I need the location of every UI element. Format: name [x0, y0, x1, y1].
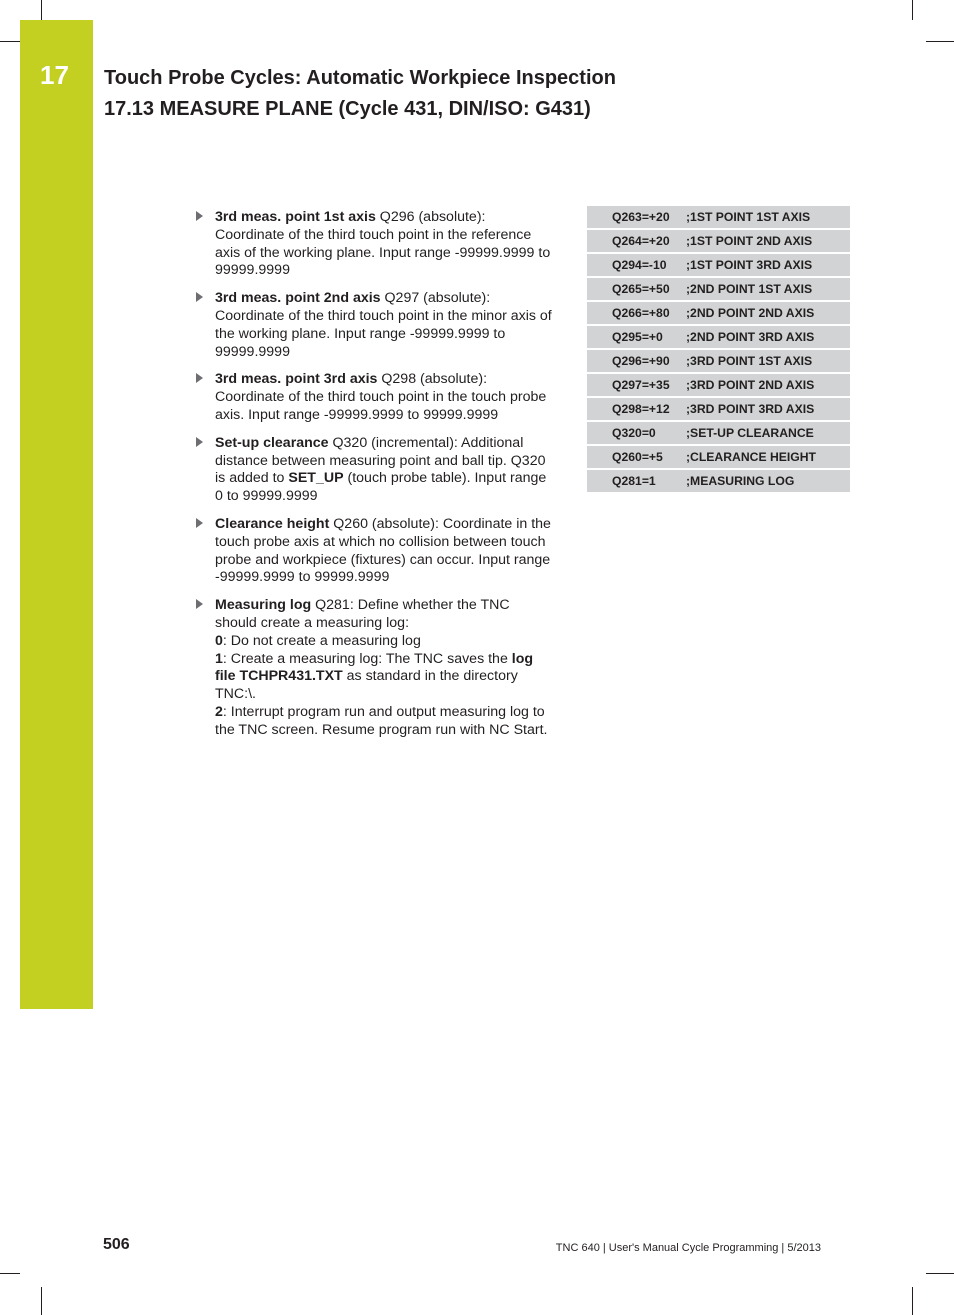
chapter-number: 17 [40, 60, 69, 90]
nc-param-comment: ;3RD POINT 1ST AXIS [686, 349, 850, 373]
table-row [587, 301, 850, 325]
param-description: Q320 (incremental): Additional distance between measuring point and ball tip. Q320 is added to [215, 434, 546, 487]
param-description: Q296 (absolute): Coordinate of the third touch point in the reference axis of the working plane. Input range -99999.9999 to 99999.9999 [215, 209, 551, 279]
option-key: 2 [215, 703, 223, 720]
page-number: 506 [103, 1236, 130, 1253]
triangle-bullet-icon [196, 599, 203, 609]
nc-param-comment: ;CLEARANCE HEIGHT [686, 445, 850, 469]
triangle-bullet-icon [196, 437, 203, 447]
footer-text: TNC 640 | User's Manual Cycle Programming | 5/2013 [555, 1242, 821, 1254]
table-row [587, 445, 850, 469]
nc-param-value: Q298=+12 [587, 397, 686, 421]
nc-param-value: Q320=0 [587, 421, 686, 445]
option-text: : Create a measuring log: The TNC saves the [222, 650, 512, 667]
crop-mark [912, 1287, 913, 1315]
table-row [587, 325, 850, 349]
nc-param-value: Q263=+20 [587, 206, 686, 229]
table-row [587, 373, 850, 397]
crop-mark [926, 1273, 954, 1274]
table-row [587, 206, 850, 229]
option-text: as standard in the directory TNC:\. [215, 668, 518, 703]
param-item [193, 371, 553, 424]
crop-mark [0, 1273, 20, 1274]
nc-param-value: Q295=+0 [587, 325, 686, 349]
nc-param-comment: ;2ND POINT 3RD AXIS [686, 325, 850, 349]
triangle-bullet-icon [196, 518, 203, 528]
param-name: 3rd meas. point 3rd axis [215, 371, 378, 388]
table-row [587, 277, 850, 301]
triangle-bullet-icon [196, 292, 203, 302]
table-row [587, 397, 850, 421]
option-text: : Do not create a measuring log [222, 632, 421, 649]
chapter-color-bar [20, 20, 93, 1009]
table-row [587, 229, 850, 253]
param-description: Q297 (absolute): Coordinate of the third touch point in the minor axis of the working plane. Input range -99999.9999 to 99999.9999 [215, 290, 552, 360]
nc-param-value: Q264=+20 [587, 229, 686, 253]
nc-param-comment: ;1ST POINT 3RD AXIS [686, 253, 850, 277]
param-item [193, 435, 553, 506]
param-name: Measuring log [215, 597, 312, 614]
param-item [193, 516, 553, 587]
nc-param-value: Q296=+90 [587, 349, 686, 373]
nc-param-comment: ;3RD POINT 3RD AXIS [686, 397, 850, 421]
crop-mark [912, 0, 913, 20]
section-title: 17.13 MEASURE PLANE (Cycle 431, DIN/ISO: G431) [104, 98, 591, 120]
param-item [193, 290, 553, 361]
option-key: 0 [215, 632, 223, 649]
nc-program-table [587, 206, 850, 494]
nc-param-value: Q294=-10 [587, 253, 686, 277]
table-row [587, 253, 850, 277]
param-name: 3rd meas. point 1st axis [215, 209, 376, 225]
param-description: Q281: Define whether the TNC should create a measuring log: [215, 597, 510, 631]
triangle-bullet-icon [196, 373, 203, 383]
nc-param-comment: ;MEASURING LOG [686, 469, 850, 493]
param-name: Set-up clearance [215, 434, 329, 451]
crop-mark [41, 0, 42, 20]
nc-param-comment: ;SET-UP CLEARANCE [686, 421, 850, 445]
param-description: Q298 (absolute): Coordinate of the third touch point in the touch probe axis. Input range -99999.9999 to 99999.9999 [215, 371, 547, 423]
nc-param-comment: ;2ND POINT 1ST AXIS [686, 277, 850, 301]
param-keyword: SET_UP [288, 470, 344, 487]
nc-param-comment: ;3RD POINT 2ND AXIS [686, 373, 850, 397]
param-name: 3rd meas. point 2nd axis [215, 290, 381, 307]
param-description: (touch probe table). Input range 0 to 99999.9999 [215, 470, 547, 505]
triangle-bullet-icon [196, 211, 203, 221]
table-row [587, 469, 850, 493]
option-text: : Interrupt program run and output measuring log to the TNC screen. Resume program run with NC Start. [215, 703, 548, 738]
option-keyword: log file TCHPR431.TXT [215, 650, 534, 685]
parameter-list [193, 209, 553, 750]
nc-param-comment: ;2ND POINT 2ND AXIS [686, 301, 850, 325]
crop-mark [926, 41, 954, 42]
nc-param-comment: ;1ST POINT 1ST AXIS [686, 206, 850, 229]
param-name: Clearance height [215, 515, 330, 532]
table-row [587, 349, 850, 373]
nc-param-value: Q281=1 [587, 469, 686, 493]
nc-param-value: Q265=+50 [587, 277, 686, 301]
nc-param-comment: ;1ST POINT 2ND AXIS [686, 229, 850, 253]
nc-param-value: Q266=+80 [587, 301, 686, 325]
option-key: 1 [215, 650, 223, 667]
param-description: Q260 (absolute): Coordinate in the touch probe axis at which no collision between touch probe and workpiece (fixtures) can occur. Input range -99999.9999 to 99999.9999 [215, 515, 551, 586]
nc-param-value: Q260=+5 [587, 445, 686, 469]
crop-mark [0, 41, 20, 42]
table-row [587, 421, 850, 445]
crop-mark [41, 1287, 42, 1315]
chapter-title: Touch Probe Cycles: Automatic Workpiece Inspection [104, 67, 616, 89]
nc-param-value: Q297=+35 [587, 373, 686, 397]
param-item [193, 597, 553, 739]
param-item [193, 209, 553, 280]
